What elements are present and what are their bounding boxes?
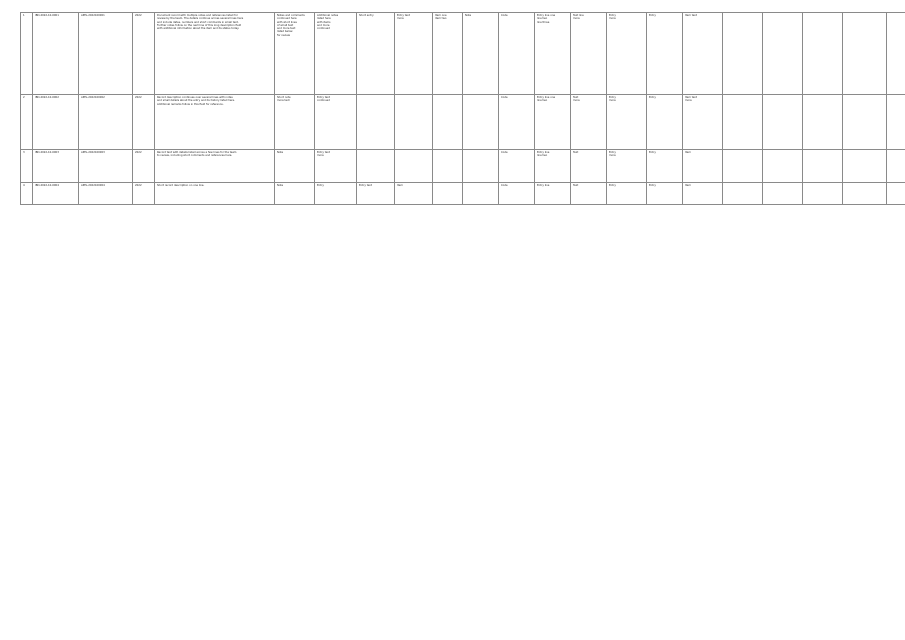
cell-line: more	[609, 17, 616, 21]
cell-empty	[803, 95, 843, 150]
cell-c9	[571, 95, 607, 150]
cell-c4	[395, 150, 433, 183]
cell-line: line two	[537, 99, 548, 103]
cell-c8	[535, 183, 571, 205]
cell-c12	[683, 183, 723, 205]
cell-c7	[499, 13, 535, 95]
cell-c4	[395, 13, 433, 95]
cell-c11	[647, 13, 683, 95]
cell-empty	[887, 95, 905, 150]
cell-c8	[535, 13, 571, 95]
cell-empty	[723, 13, 763, 95]
cell-empty	[803, 13, 843, 95]
cell-line: Note	[277, 151, 284, 154]
cell-line: continued	[317, 99, 330, 103]
cell-year: 2022	[133, 150, 155, 183]
cell-line: Entry	[649, 184, 656, 187]
cell-line: Text	[573, 151, 579, 154]
cell-c2	[315, 95, 357, 150]
table-row	[21, 13, 905, 95]
cell-text	[155, 95, 275, 150]
cell-line: Code	[501, 96, 508, 99]
cell-empty	[843, 95, 887, 150]
cell-code: APPL-2022100002	[79, 95, 133, 150]
cell-c10	[607, 13, 647, 95]
cell-c12	[683, 95, 723, 150]
cell-line: Code	[501, 14, 508, 17]
cell-line: Entry	[649, 151, 656, 154]
cell-c11	[647, 150, 683, 183]
cell-line: more	[609, 99, 616, 103]
cell-empty	[843, 150, 887, 183]
table-row	[21, 183, 905, 205]
cell-line: Entry text	[317, 151, 330, 154]
cell-id: IBD-2022-10-0002	[33, 95, 79, 150]
cell-line: and more text	[277, 27, 296, 31]
cell-line: Code	[501, 151, 508, 154]
cell-line: more	[317, 154, 324, 158]
cell-line: Additional remarks follow in this field for reference.	[157, 102, 224, 106]
table-row	[21, 95, 905, 150]
cell-line: Entry	[609, 184, 616, 187]
cell-line: Entry	[649, 96, 656, 99]
cell-empty	[843, 183, 887, 205]
cell-year: 2022	[133, 183, 155, 205]
spreadsheet-page	[20, 12, 888, 630]
cell-id: IBD-2022-10-0003	[33, 150, 79, 183]
cell-line: Entry line	[537, 151, 550, 154]
cell-line: Entry	[317, 184, 324, 187]
cell-c1	[275, 95, 315, 150]
cell-line: to review, including short comments and references here.	[157, 154, 233, 158]
cell-line: Short record description on one line.	[157, 184, 205, 187]
cell-line: with additional information about the item and its status today.	[157, 27, 240, 31]
cell-c3	[357, 95, 395, 150]
cell-line: Entry line one	[537, 14, 556, 17]
cell-line: Item	[397, 184, 403, 187]
cell-line: with items	[317, 20, 331, 24]
cell-empty	[803, 150, 843, 183]
cell-line: Text line	[573, 14, 584, 17]
cell-no: 1	[21, 13, 33, 95]
cell-empty	[887, 150, 905, 183]
cell-line: Entry	[609, 96, 616, 99]
cell-empty	[723, 183, 763, 205]
cell-text	[155, 183, 275, 205]
cell-line: more	[397, 17, 404, 21]
cell-c3	[357, 13, 395, 95]
cell-line: line three	[537, 20, 550, 24]
cell-line: Notes and comments	[277, 14, 305, 17]
cell-line: listed here	[317, 17, 331, 21]
cell-line: Record text with details listed across a few lines for the team	[157, 151, 237, 154]
cell-line: Item	[685, 151, 691, 154]
cell-c9	[571, 183, 607, 205]
cell-line: Entry text	[359, 184, 372, 187]
cell-c5	[433, 95, 463, 150]
cell-c1	[275, 13, 315, 95]
cell-c9	[571, 13, 607, 95]
cell-line: Entry line one	[537, 96, 556, 99]
cell-c7	[499, 150, 535, 183]
cell-no: 4	[21, 183, 33, 205]
cell-empty	[763, 13, 803, 95]
cell-code: APPL-2022100004	[79, 183, 133, 205]
cell-line: Code	[501, 184, 508, 187]
cell-c4	[395, 95, 433, 150]
cell-c7	[499, 183, 535, 205]
cell-line: more	[573, 99, 580, 103]
cell-empty	[887, 183, 905, 205]
cell-no: 2	[21, 95, 33, 150]
cell-line: more	[609, 154, 616, 158]
cell-c1	[275, 183, 315, 205]
cell-text	[155, 150, 275, 183]
cell-line: and include dates, numbers and short comments in small text.	[157, 20, 239, 24]
cell-line: line two	[537, 17, 548, 21]
cell-line: item two	[435, 17, 447, 21]
cell-c11	[647, 95, 683, 150]
cell-empty	[843, 13, 887, 95]
cell-line: Item text	[685, 96, 697, 99]
cell-line: Entry	[609, 151, 616, 154]
cell-line: continued	[317, 27, 330, 31]
cell-line: Entry	[649, 14, 656, 17]
cell-c10	[607, 95, 647, 150]
cell-c10	[607, 150, 647, 183]
cell-line: and small details about the entry and its history listed here.	[157, 99, 235, 103]
cell-line: Item text	[685, 14, 697, 17]
cell-c3	[357, 150, 395, 183]
cell-line: Further notes follow on the next line of this long description field	[157, 23, 242, 27]
cell-year: 2022	[133, 95, 155, 150]
cell-line: listed below	[277, 30, 293, 34]
cell-empty	[763, 150, 803, 183]
cell-year: 2022	[133, 13, 155, 95]
cell-empty	[803, 183, 843, 205]
cell-c6	[463, 95, 499, 150]
cell-c5	[433, 183, 463, 205]
cell-line: Record description continues over several lines with notes	[157, 96, 233, 99]
cell-c10	[607, 183, 647, 205]
cell-empty	[723, 95, 763, 150]
cell-line: with short lines	[277, 20, 297, 24]
cell-line: Text	[573, 184, 579, 187]
cell-c3	[357, 183, 395, 205]
cell-c5	[433, 13, 463, 95]
cell-c12	[683, 13, 723, 95]
cell-code: APPL-2022100001	[79, 13, 133, 95]
cell-c4	[395, 183, 433, 205]
cell-line: continued here	[277, 17, 297, 21]
cell-c9	[571, 150, 607, 183]
cell-c8	[535, 95, 571, 150]
cell-line: Text	[573, 96, 579, 99]
cell-c6	[463, 13, 499, 95]
cell-line: for review	[277, 33, 290, 37]
cell-id: IBD-2022-10-0001	[33, 13, 79, 95]
cell-line: Note	[277, 184, 284, 187]
cell-line: Entry	[609, 14, 616, 17]
cell-c5	[433, 150, 463, 183]
cell-line: Short note	[277, 96, 291, 99]
cell-line: Note	[465, 14, 472, 17]
cell-line: review by the team. The details continue across several lines here	[157, 17, 244, 21]
cell-c2	[315, 183, 357, 205]
cell-line: Additional notes	[317, 14, 339, 17]
cell-empty	[763, 183, 803, 205]
cell-c12	[683, 150, 723, 183]
cell-line: Short entry	[359, 14, 374, 17]
cell-no: 3	[21, 150, 33, 183]
cell-c6	[463, 183, 499, 205]
cell-c2	[315, 150, 357, 183]
cell-code: APPL-2022100003	[79, 150, 133, 183]
cell-empty	[763, 95, 803, 150]
cell-c7	[499, 95, 535, 150]
cell-line: Entry text	[397, 14, 410, 17]
cell-line: and more	[317, 23, 330, 27]
table-row	[21, 150, 905, 183]
cell-line: Entry text	[317, 96, 330, 99]
cell-line: line two	[537, 154, 548, 158]
cell-line: of small text	[277, 23, 294, 27]
cell-line: Document record with multiple notes and references listed for	[157, 14, 238, 17]
cell-c1	[275, 150, 315, 183]
cell-line: more	[573, 17, 580, 21]
cell-id: IBD-2022-10-0004	[33, 183, 79, 205]
records-table	[20, 12, 905, 205]
cell-line: more	[685, 99, 692, 103]
cell-line: Item	[685, 184, 691, 187]
cell-text	[155, 13, 275, 95]
cell-empty	[723, 150, 763, 183]
cell-empty	[887, 13, 905, 95]
cell-line: Item one	[435, 14, 447, 17]
cell-c2	[315, 13, 357, 95]
cell-c11	[647, 183, 683, 205]
cell-c8	[535, 150, 571, 183]
cell-line: Entry line	[537, 184, 550, 187]
cell-line: more text	[277, 99, 290, 103]
cell-c6	[463, 150, 499, 183]
